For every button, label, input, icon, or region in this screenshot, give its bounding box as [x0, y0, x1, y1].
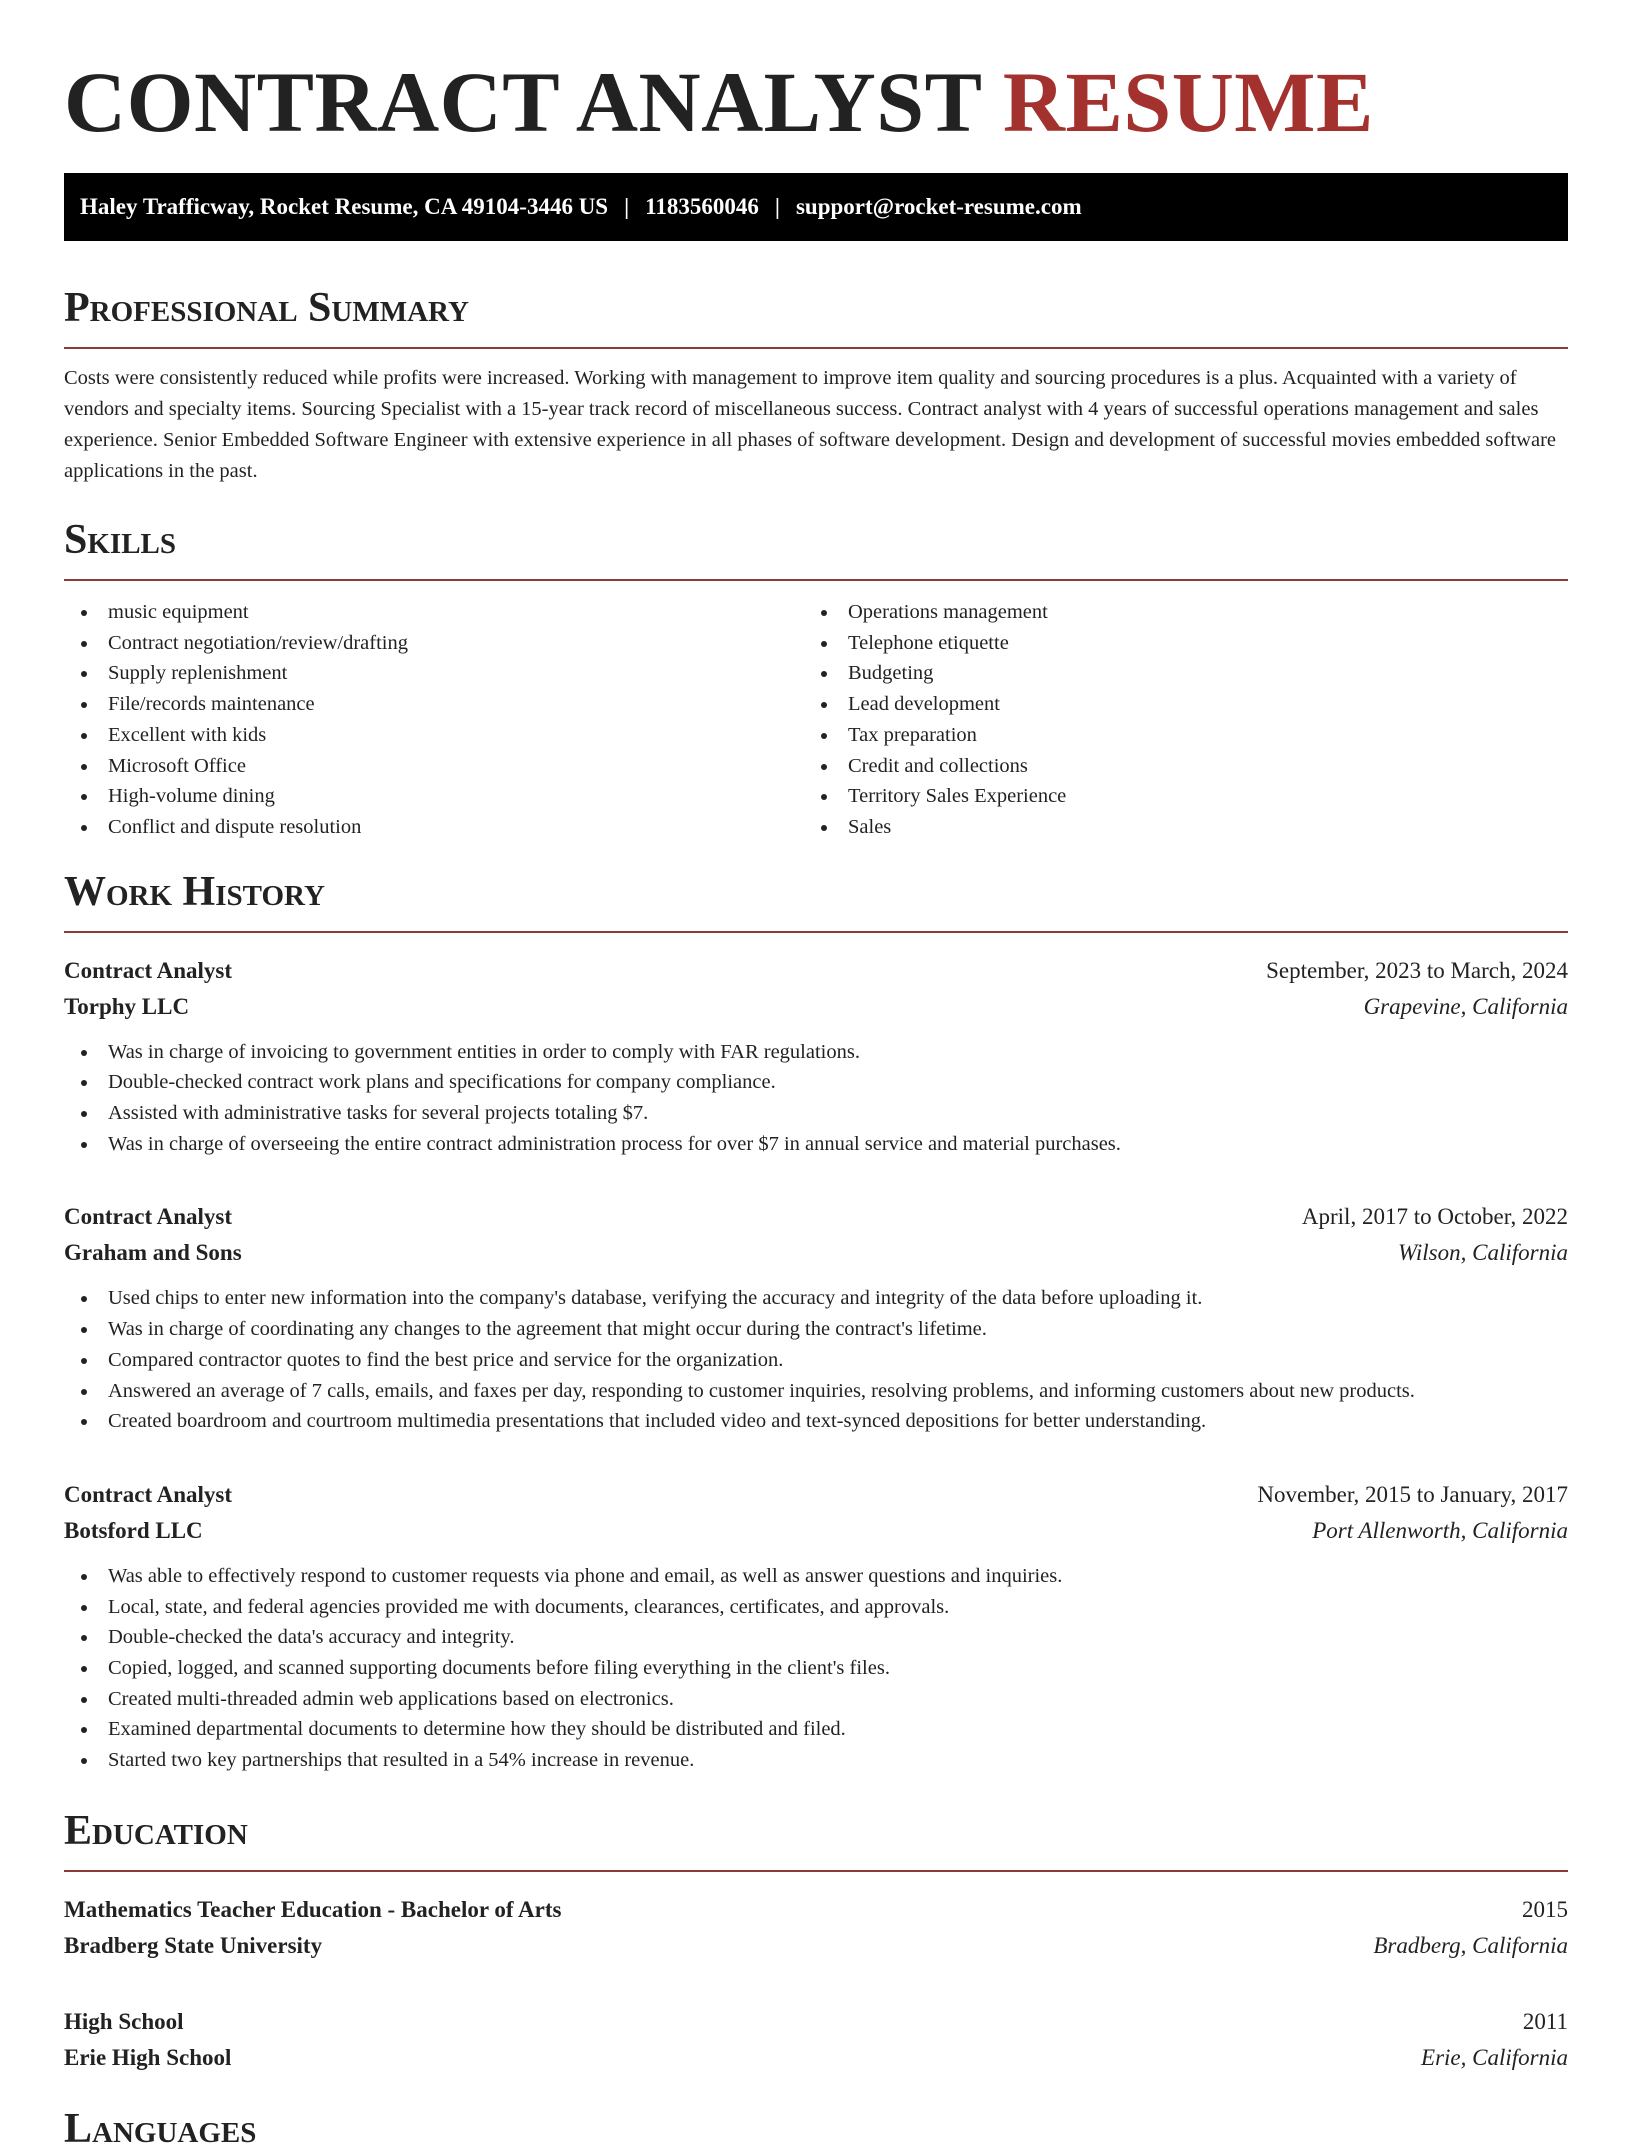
job-bullet: Compared contractor quotes to find the best price and service for the organization. [64, 1345, 1568, 1376]
education-year: 2011 [1522, 2008, 1568, 2034]
job-company-row [64, 989, 1568, 1025]
job-bullet: Created multi-threaded admin web applications based on electronics. [64, 1684, 1568, 1715]
education-heading: Education [64, 1807, 248, 1854]
skill-item: music equipment [64, 597, 804, 628]
job-bullet: Copied, logged, and scanned supporting documents before filing everything in the client's files. [64, 1653, 1568, 1684]
job-company-row [64, 1235, 1568, 1271]
skill-item: File/records maintenance [64, 689, 804, 720]
job-bullet: Used chips to enter new information into the company's database, verifying the accuracy and integrity of the data before uploading it. [64, 1283, 1568, 1314]
skill-item: Territory Sales Experience [804, 781, 1544, 812]
education-school-row [64, 1928, 1568, 1964]
contact-bar [64, 173, 1568, 241]
job-bullets [64, 1037, 1568, 1160]
skill-item: Microsoft Office [64, 751, 804, 782]
contact-separator: | [774, 194, 780, 219]
job-bullet: Was able to effectively respond to customer requests via phone and email, as well as answer questions and inquiries. [64, 1561, 1568, 1592]
skill-item: Tax preparation [804, 720, 1544, 751]
education-school: Erie High School [64, 2044, 232, 2070]
job-bullet: Started two key partnerships that resulted in a 54% increase in revenue. [64, 1745, 1568, 1776]
job-bullets [64, 1283, 1568, 1437]
job-location: Wilson, California [1398, 1240, 1568, 1266]
job-location: Grapevine, California [1363, 993, 1568, 1019]
section-divider [64, 931, 1568, 933]
education-location: Erie, California [1421, 2044, 1568, 2070]
work-history-heading: Work History [64, 868, 325, 915]
job-title: Contract Analyst [64, 1204, 233, 1230]
job-bullet: Was in charge of overseeing the entire contract administration process for over $7 in annual service and material purchases. [64, 1129, 1568, 1160]
job-company: Torphy LLC [64, 993, 190, 1019]
job-entry [64, 1477, 1568, 1776]
job-dates: April, 2017 to October, 2022 [1301, 1204, 1568, 1230]
contact-email[interactable]: support@rocket-resume.com [795, 194, 1082, 219]
job-bullet: Was in charge of coordinating any changes to the agreement that might occur during the contract's lifetime. [64, 1314, 1568, 1345]
job-header-row [64, 953, 1568, 989]
job-bullet: Double-checked the data's accuracy and integrity. [64, 1622, 1568, 1653]
education-degree: Mathematics Teacher Education - Bachelor of Arts [64, 1896, 562, 1922]
resume-title [64, 0, 1568, 155]
skills-column-left [64, 597, 804, 843]
skills-list [64, 597, 1568, 843]
job-bullets [64, 1561, 1568, 1776]
job-bullet: Was in charge of invoicing to government entities in order to comply with FAR regulations. [64, 1037, 1568, 1068]
job-dates: September, 2023 to March, 2024 [1266, 957, 1568, 983]
job-bullet: Local, state, and federal agencies provided me with documents, clearances, certificates, and approvals. [64, 1592, 1568, 1623]
job-location: Port Allenworth, California [1312, 1517, 1568, 1543]
skill-item: Operations management [804, 597, 1544, 628]
skill-item: Budgeting [804, 658, 1544, 689]
job-bullet: Examined departmental documents to determine how they should be distributed and filed. [64, 1714, 1568, 1745]
job-bullet: Created boardroom and courtroom multimedia presentations that included video and text-synced depositions for better understanding. [64, 1406, 1568, 1437]
section-divider [64, 579, 1568, 581]
job-entry [64, 953, 1568, 1160]
job-bullet: Double-checked contract work plans and specifications for company compliance. [64, 1067, 1568, 1098]
skill-item: Conflict and dispute resolution [64, 812, 804, 843]
job-dates: November, 2015 to January, 2017 [1257, 1481, 1568, 1507]
contact-separator: | [624, 194, 630, 219]
languages-heading: Languages [64, 2105, 257, 2152]
section-divider [64, 347, 1568, 349]
skill-item: High-volume dining [64, 781, 804, 812]
job-bullet: Assisted with administrative tasks for several projects totaling $7. [64, 1098, 1568, 1129]
education-entry [64, 2004, 1568, 2076]
skills-heading: Skills [64, 517, 177, 563]
skills-column-right [804, 597, 1544, 843]
skill-item: Excellent with kids [64, 720, 804, 751]
skill-item: Lead development [804, 689, 1544, 720]
job-title: Contract Analyst [64, 957, 233, 983]
education-location: Bradberg, California [1373, 1932, 1568, 1958]
skill-item: Contract negotiation/review/drafting [64, 628, 804, 659]
education-degree-row [64, 1892, 1568, 1928]
job-company-row [64, 1513, 1568, 1549]
job-company: Graham and Sons [64, 1240, 242, 1266]
education-school-row [64, 2040, 1568, 2076]
summary-text: Costs were consistently reduced while profits were increased. Working with management to improve item quality and sourcing procedures is a plus. Acquainted with a variety of vendors and specialty items. Sourcing Specialist with a 15-year track record of miscellaneous success. Contract analyst with 4 years of successful operations management and sales experience. Senior Embedded Software Engineer with extensive experience in all phases of software development. Design and development of successful movies embedded software applications in the past. [64, 367, 1557, 482]
skill-item: Sales [804, 812, 1544, 843]
skill-item: Supply replenishment [64, 658, 804, 689]
title-accent: RESUME [1002, 54, 1374, 150]
job-title: Contract Analyst [64, 1481, 233, 1507]
section-divider [64, 1870, 1568, 1872]
contact-address: Haley Trafficway, Rocket Resume, CA 49104-3446 US [80, 194, 609, 219]
job-header-row [64, 1477, 1568, 1513]
education-entry [64, 1892, 1568, 1964]
contact-phone: 1183560046 [645, 194, 759, 219]
education-degree-row [64, 2004, 1568, 2040]
education-degree: High School [64, 2008, 184, 2034]
job-bullet: Answered an average of 7 calls, emails, and faxes per day, responding to customer inquiries, resolving problems, and informing customers about new products. [64, 1376, 1568, 1407]
education-year: 2015 [1522, 1896, 1568, 1922]
job-entry [64, 1199, 1568, 1437]
job-header-row [64, 1199, 1568, 1235]
title-main: CONTRACT ANALYST [64, 54, 981, 150]
skill-item: Telephone etiquette [804, 628, 1544, 659]
job-company: Botsford LLC [64, 1517, 203, 1543]
summary-heading: Professional Summary [64, 285, 469, 331]
education-school: Bradberg State University [64, 1932, 323, 1958]
skill-item: Credit and collections [804, 751, 1544, 782]
